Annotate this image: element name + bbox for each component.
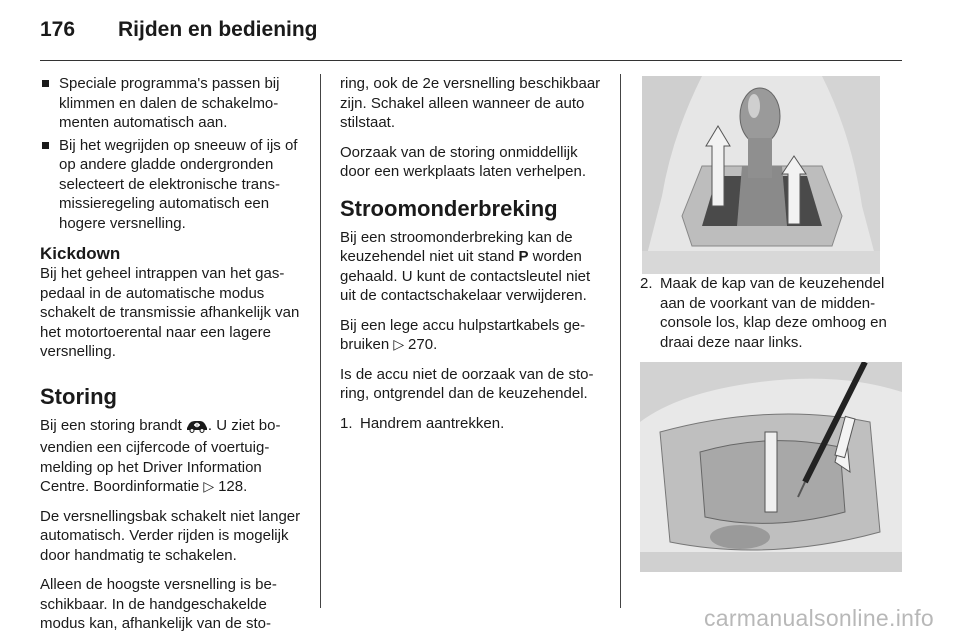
text-span: . U ziet bovendien een cijfercode of voertuigmelding op het Driver Information Centre. Boordinformatie	[40, 416, 281, 495]
header-rule	[40, 60, 902, 61]
bullet-list	[40, 74, 308, 233]
figure-gear-selector	[642, 76, 880, 274]
column-divider	[620, 74, 621, 608]
paragraph: Oorzaak van de storing onmiddellijk door een werkplaats laten verhelpen.	[340, 143, 586, 180]
kickdown-text: Bij het geheel intrappen van het gaspedaal in de automatische modus schakelt de transmissie afhankelijk van het motortoerental naar een lagere versnelling.	[40, 265, 300, 360]
storing-paragraph-2: De versnellingsbak schakelt niet langer automatisch. Verder rijden is mogelijk door handmatig te schakelen.	[40, 507, 301, 564]
column-1	[40, 74, 308, 644]
paragraph	[340, 228, 606, 306]
column-2	[340, 74, 606, 433]
text-span: Bij een stroomonderbreking kan de keuzehendel niet uit stand	[340, 228, 573, 265]
step-list	[640, 274, 902, 352]
figure-console-cover	[640, 362, 902, 572]
text-span: Bij een storing brandt	[40, 416, 186, 434]
step-text: Handrem aantrekken.	[360, 414, 505, 432]
text-span: Bij een lege accu hulpstartkabels gebruiken	[340, 316, 586, 353]
stroomonderbreking-heading: Stroomonderbreking	[340, 195, 558, 221]
list-item: Speciale programma's passen bij klimmen en dalen de schakelmomenten automatisch aan.	[40, 74, 308, 133]
page-title: Rijden en bediening	[118, 18, 318, 41]
step-item	[640, 274, 902, 352]
column-3	[640, 74, 902, 572]
watermark: carmanualsonline.info	[703, 605, 934, 631]
page-reference[interactable]: 128	[218, 478, 244, 495]
text-span: .	[433, 336, 438, 353]
text-span: .	[243, 478, 248, 495]
paragraph	[340, 316, 606, 355]
gear-selector-illustration	[642, 76, 880, 274]
ref-arrow-icon: ▷	[393, 336, 409, 352]
page-reference[interactable]: 270	[408, 336, 434, 353]
storing-paragraph-3: Alleen de hoogste versnelling is beschikbaar. In de handgeschakelde modus kan, afhankelijk van de sto-	[40, 576, 277, 632]
storing-heading: Storing	[40, 383, 117, 409]
ref-arrow-icon: ▷	[203, 478, 219, 494]
step-text: Maak de kap van de keuzehendel aan de voorkant van de middenconsole los, klap deze omhoog en draai deze naar links.	[660, 275, 887, 351]
storing-paragraph-1	[40, 416, 308, 497]
page-number: 176	[40, 18, 76, 41]
kickdown-heading: Kickdown	[40, 244, 121, 263]
step-number: 2.	[640, 275, 653, 292]
console-cover-illustration	[640, 362, 902, 572]
page-header	[40, 18, 318, 42]
step-list	[340, 414, 606, 434]
column-divider	[320, 74, 321, 608]
list-item: Bij het wegrijden op sneeuw of ijs of op andere gladde ondergronden selecteert de elektronische transmissieregeling automatisch een hogere versnelling.	[40, 136, 308, 234]
car-wrench-icon	[186, 419, 208, 439]
text-span: worden gehaald. U kunt de contactsleutel niet uit de contactschakelaar verwijderen.	[340, 248, 591, 304]
gear-position-p: P	[518, 248, 529, 265]
paragraph: Is de accu niet de oorzaak van de storing, ontgrendel dan de keuzehendel.	[340, 365, 594, 402]
paragraph: ring, ook de 2e versnelling beschikbaar zijn. Schakel alleen wanneer de auto stilstaat.	[340, 75, 601, 131]
step-number: 1.	[340, 414, 353, 432]
step-item	[340, 414, 606, 434]
